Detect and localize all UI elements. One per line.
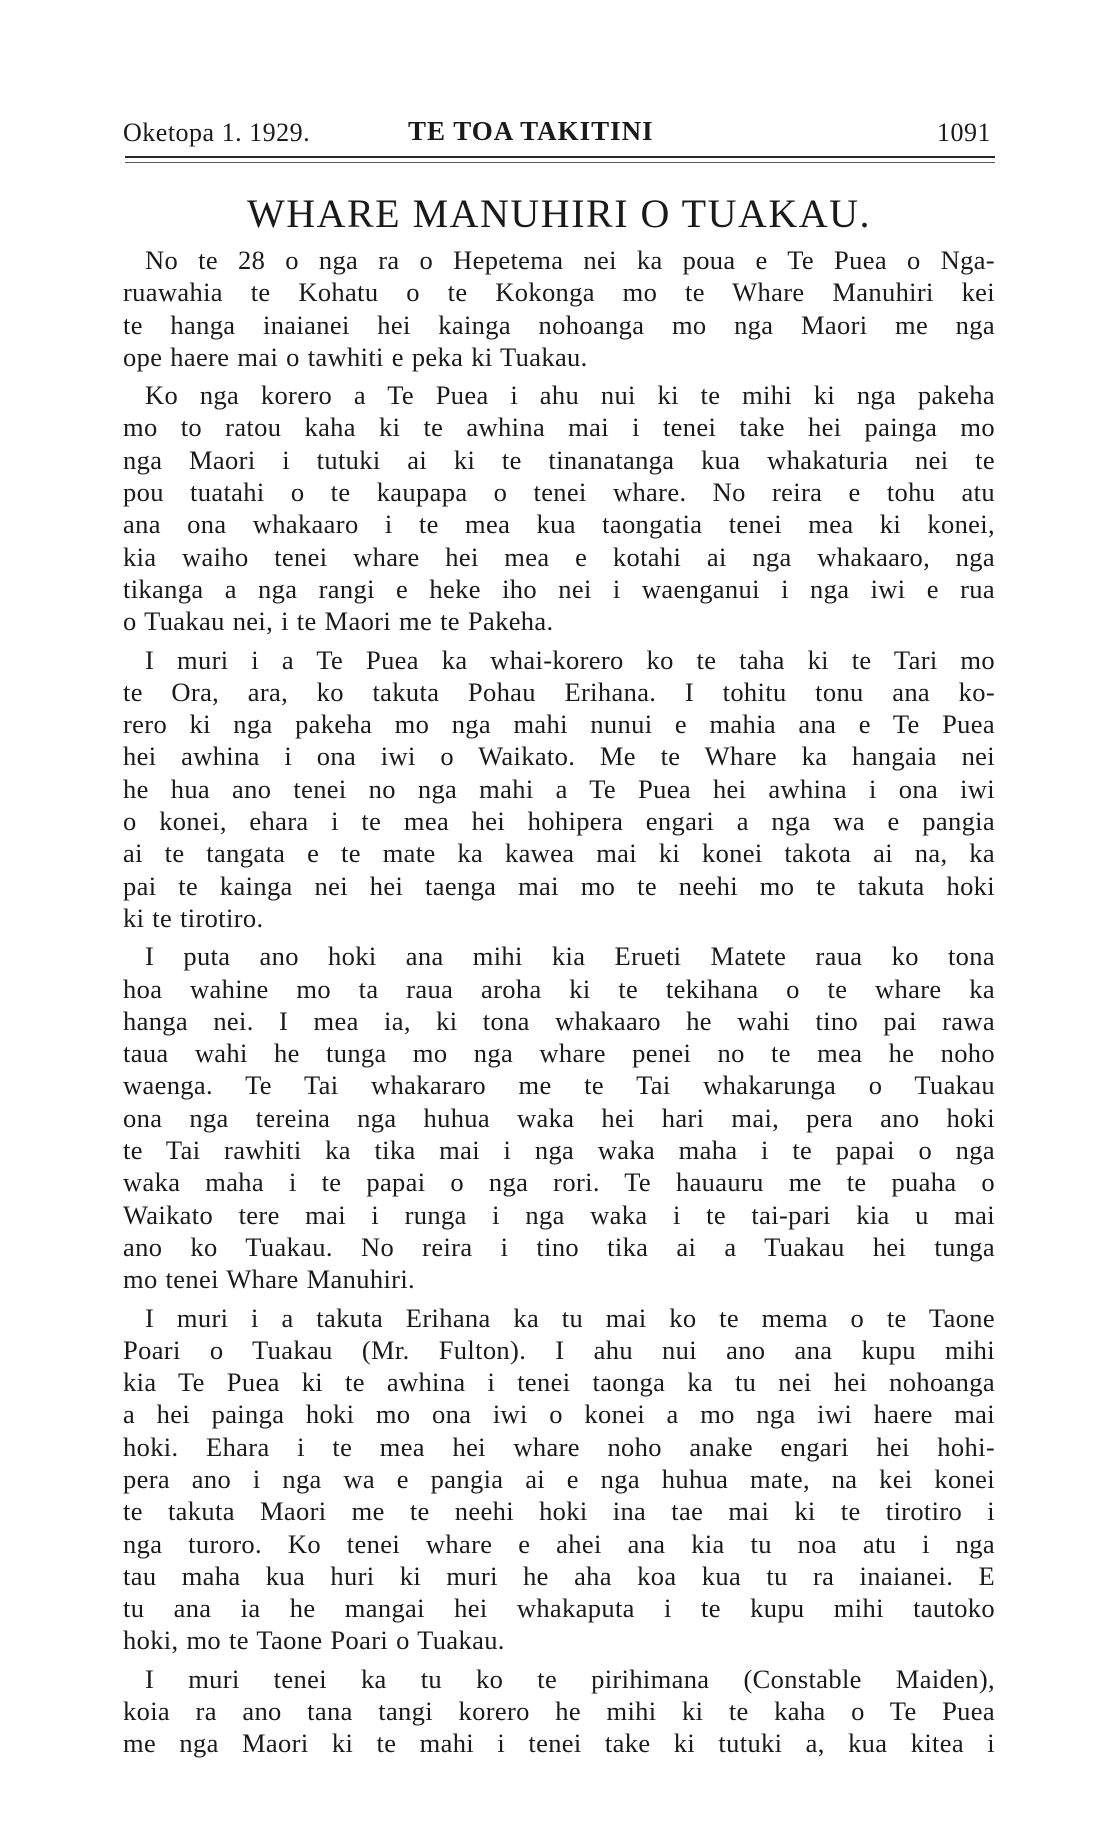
paragraph-line: pera ano i nga wa e pangia ai e nga huhua mate, na kei konei (123, 1463, 995, 1494)
paragraph-line: hoa wahine mo ta raua aroha ki te tekihana o te whare ka (123, 973, 995, 1004)
paragraph-line: ki te tirotiro. (123, 902, 264, 933)
article-paragraph (123, 1663, 995, 1760)
running-header (123, 112, 995, 148)
header-page-number: 1091 (937, 118, 991, 147)
paragraph-line: hanga nei. I mea ia, ki tona whakaaro he wahi tino pai rawa (123, 1005, 995, 1036)
paragraph-line: I muri tenei ka tu ko te pirihimana (Constable Maiden), (145, 1663, 995, 1694)
paragraph-line: te hanga inaianei hei kainga nohoanga mo nga Maori me nga (123, 309, 995, 340)
article-title: WHARE MANUHIRI O TUAKAU. (246, 191, 872, 236)
paragraph-line: nga Maori i tutuki ai ki te tinanatanga kua whakaturia nei te (123, 444, 995, 475)
paragraph-line: Poari o Tuakau (Mr. Fulton). I ahu nui ano ana kupu mihi (123, 1334, 995, 1365)
paragraph-line: a hei painga hoki mo ona iwi o konei a mo nga iwi haere mai (123, 1399, 995, 1430)
paragraph-line: he hua ano tenei no nga mahi a Te Puea hei awhina i ona iwi (123, 773, 995, 804)
article-paragraph (123, 1302, 995, 1657)
paragraph-line: Ko nga korero a Te Puea i ahu nui ki te mihi ki nga pakeha (145, 380, 995, 411)
header-publication-title: TE TOA TAKITINI (408, 116, 654, 146)
paragraph-line: o Tuakau nei, i te Maori me te Pakeha. (123, 606, 554, 637)
header-rule-thin (125, 162, 995, 163)
page (123, 112, 995, 1759)
paragraph-line: ruawahia te Kohatu o te Kokonga mo te Whare Manuhiri kei (123, 277, 995, 308)
article-paragraph (123, 244, 995, 373)
paragraph-line: ai te tangata e te mate ka kawea mai ki konei takota ai na, ka (123, 838, 995, 869)
paragraph-line: pou tuatahi o te kaupapa o tenei whare. No reira e tohu atu (123, 477, 995, 508)
paragraph-line: taua wahi he tunga mo nga whare penei no te mea he noho (123, 1038, 995, 1069)
paragraph-line: te Ora, ara, ko takuta Pohau Erihana. I tohitu tonu ana ko- (123, 676, 995, 707)
paragraph-line: me nga Maori ki te mahi i tenei take ki tutuki a, kua kitea i (123, 1728, 995, 1759)
paragraph-line: Waikato tere mai i runga i nga waka i te tai-pari kia u mai (123, 1199, 995, 1230)
header-rule-thick (125, 156, 995, 158)
paragraph-line: I puta ano hoki ana mihi kia Erueti Matete raua ko tona (145, 941, 995, 972)
paragraph-line: ana ona whakaaro i te mea kua taongatia tenei mea ki konei, (123, 509, 995, 540)
paragraph-line: pai te kainga nei hei taenga mai mo te neehi mo te takuta hoki (123, 870, 995, 901)
paragraph-line: waka maha i te papai o nga rori. Te hauauru me te puaha o (123, 1167, 995, 1198)
paragraph-line: koia ra ano tana tangi korero he mihi ki te kaha o Te Puea (123, 1696, 995, 1727)
paragraph-line: waenga. Te Tai whakararo me te Tai whakarunga o Tuakau (123, 1070, 995, 1101)
paragraph-line: o konei, ehara i te mea hei hohipera engari a nga wa e pangia (123, 806, 995, 837)
paragraph-line: ano ko Tuakau. No reira i tino tika ai a Tuakau hei tunga (123, 1231, 995, 1262)
paragraph-line: I muri i a takuta Erihana ka tu mai ko te mema o te Taone (145, 1302, 995, 1333)
paragraph-line: kia Te Puea ki te awhina i tenei taonga ka tu nei hei nohoanga (123, 1367, 995, 1398)
article-paragraph (123, 940, 995, 1295)
paragraph-line: hei awhina i ona iwi o Waikato. Me te Whare ka hangaia nei (123, 741, 995, 772)
paragraph-line: mo to ratou kaha ki te awhina mai i tenei take hei painga mo (123, 412, 995, 443)
paragraph-line: nga turoro. Ko tenei whare e ahei ana kia tu noa atu i nga (123, 1528, 995, 1559)
paragraph-line: ope haere mai o tawhiti e peka ki Tuakau. (123, 341, 588, 372)
paragraph-line: mo tenei Whare Manuhiri. (123, 1264, 416, 1295)
paragraph-line: ona nga tereina nga huhua waka hei hari mai, pera ano hoki (123, 1102, 995, 1133)
paragraph-line: No te 28 o nga ra o Hepetema nei ka poua e Te Puea o Nga- (145, 245, 995, 275)
header-date: Oketopa 1. 1929. (123, 118, 311, 147)
paragraph-line: hoki. Ehara i te mea hei whare noho anake engari hei hohi- (123, 1431, 995, 1462)
paragraph-line: te takuta Maori me te neehi hoki ina tae mai ki te tirotiro i (123, 1496, 995, 1527)
article-body (123, 244, 995, 1760)
paragraph-line: tu ana ia he mangai hei whakaputa i te kupu mihi tautoko (123, 1593, 995, 1624)
article-paragraph (123, 379, 995, 637)
paragraph-line: rero ki nga pakeha mo nga mahi nunui e mahia ana e Te Puea (123, 709, 995, 740)
paragraph-line: tau maha kua huri ki muri he aha koa kua tu ra inaianei. E (123, 1560, 995, 1591)
paragraph-line: kia waiho tenei whare hei mea e kotahi ai nga whakaaro, nga (123, 541, 995, 572)
article-paragraph (123, 644, 995, 935)
paragraph-line: hoki, mo te Taone Poari o Tuakau. (123, 1625, 505, 1656)
paragraph-line: te Tai rawhiti ka tika mai i nga waka maha i te papai o nga (123, 1135, 995, 1166)
paragraph-line: I muri i a Te Puea ka whai-korero ko te taha ki te Tari mo (145, 644, 995, 675)
paragraph-line: tikanga a nga rangi e heke iho nei i waenganui i nga iwi e rua (123, 573, 995, 604)
